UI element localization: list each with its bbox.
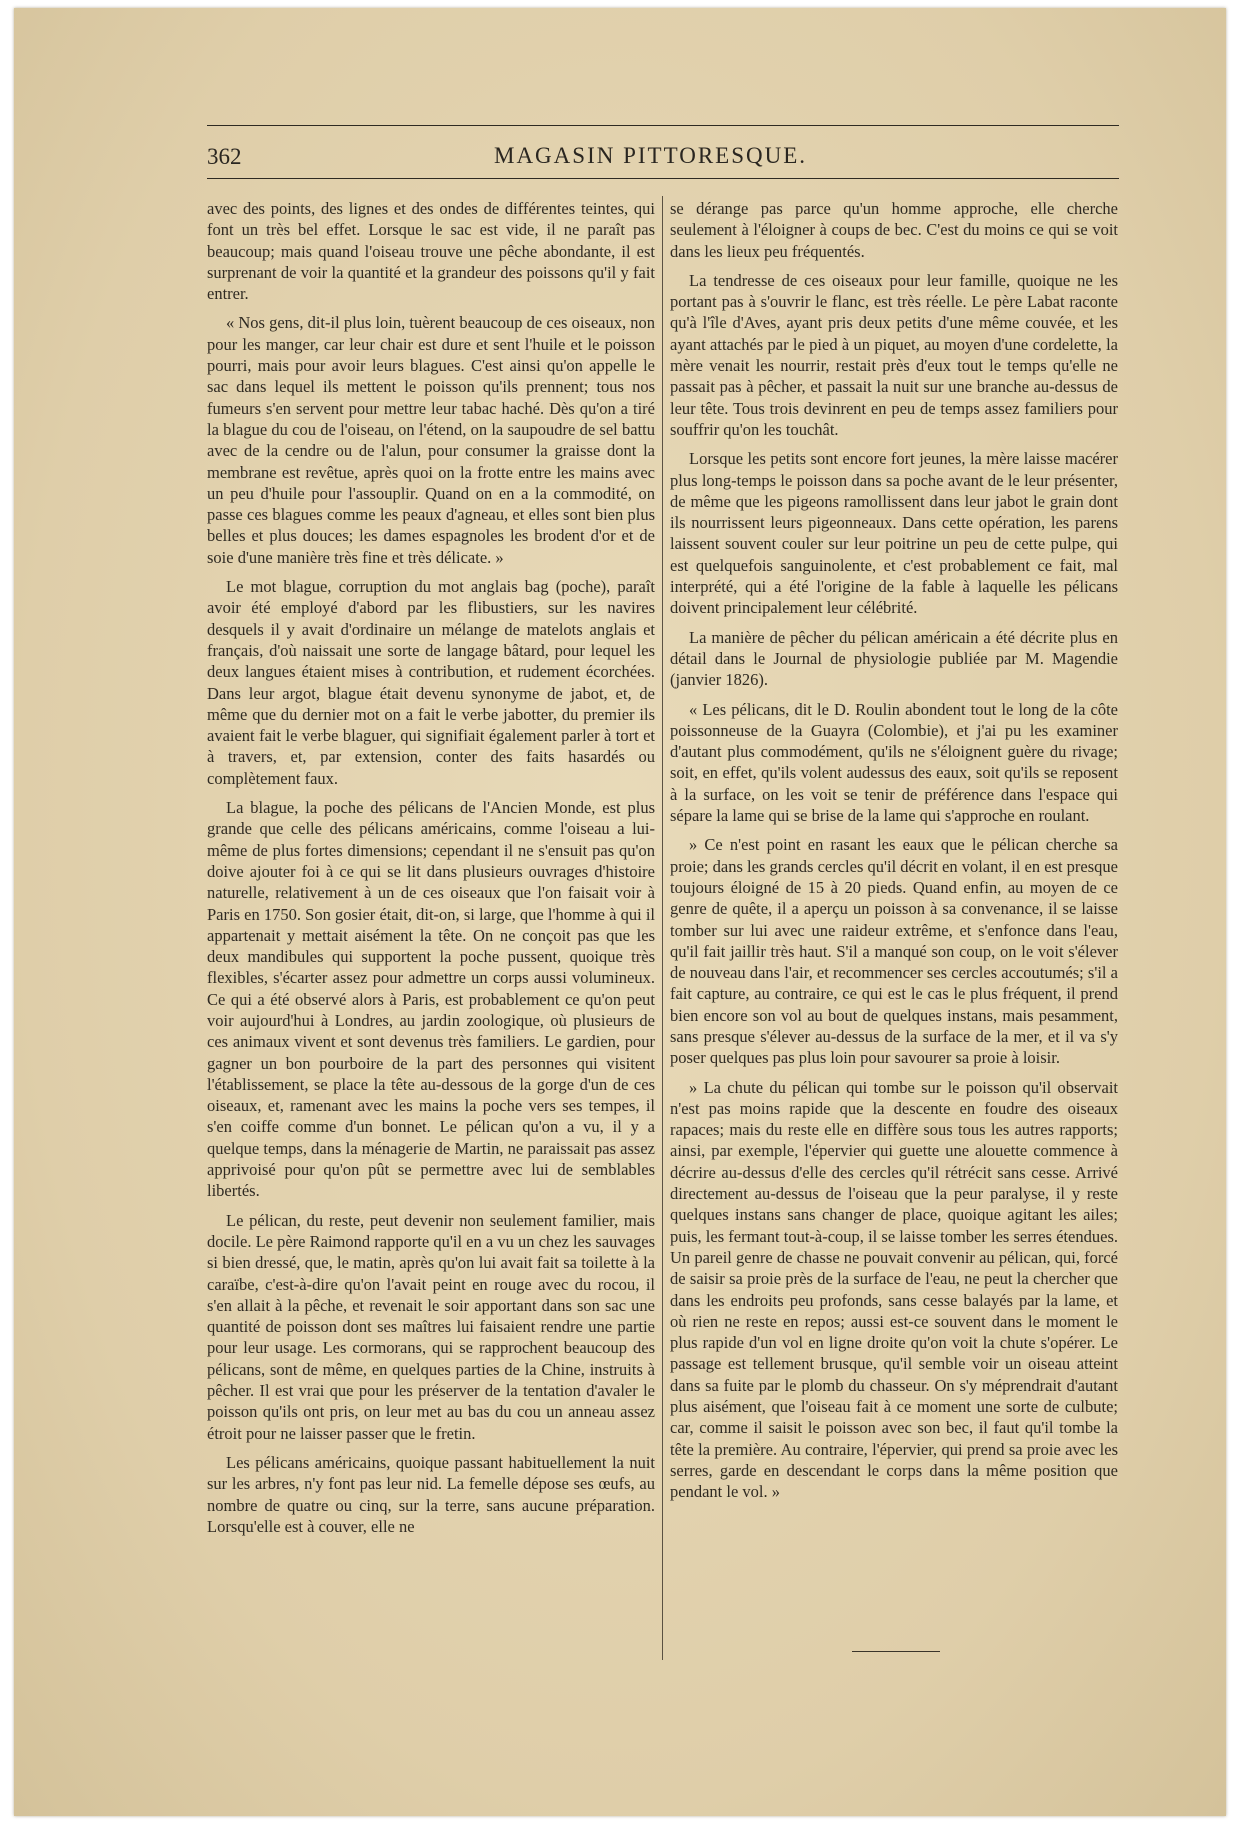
paragraph: » La chute du pélican qui tombe sur le poisson qu'il observait n'est pas moins rapide que la descente en foudre des oiseaux rapaces; mais du reste elle en diffère sous tous les autres rapports; ainsi, par exemple, l'épervier qui guette une alouette commence à décrire au-dessus d'elle des cercles qu'il rétrécit sans cesse. Arrivé directement au-dessus de l'oiseau que la peur paralyse, il y reste quelques instans sans changer de place, quoique agitant les ailes; puis, les fermant tout-à-coup, il se laisse tomber les serres étendues. Un pareil genre de chasse ne pouvait convenir au pélican, qui, forcé de saisir sa proie près de la surface de l'eau, ne peut la chercher que dans les endroits peu profonds, sans cesse balayés par la lame, et où rien ne reste en repos; aussi est-ce souvent dans le moment le plus rapide d'un vol en ligne droite qu'on voit la chute s'opérer. Le passage est tellement brusque, qu'il semble voir un oiseau atteint dans sa fuite par le plomb du chasseur. On s'y méprendrait d'autant plus aisément, que l'oiseau fait à ce moment une sorte de culbute; car, comme il saisit le poisson avec son bec, il faut qu'il tombe la tête la première. Au contraire, l'épervier, qui prend sa proie avec les serres, garde en descendant le corps dans la même position que pendant le vol. »: [670, 1077, 1118, 1502]
paragraph: avec des points, des lignes et des ondes de différentes teintes, qui font un très bel effet. Lorsque le sac est vide, il ne paraît pas beaucoup; mais quand l'oiseau trouve une pêche abondante, il est surprenant de voir la quantité et la grandeur des poissons qu'il y fait entrer.: [207, 199, 655, 304]
paragraph: « Nos gens, dit-il plus loin, tuèrent beaucoup de ces oiseaux, non pour les manger, car leur chair est dure et sent l'huile et le poisson pourri, mais pour avoir leurs blagues. C'est ainsi qu'on appelle le sac dans lequel ils mettent le poisson qu'ils prennent; tous nos fumeurs s'en servent pour mettre leur tabac haché. Dès qu'on a tiré la blague du cou de l'oiseau, on l'étend, on la saupoudre de sel battu avec de la cendre ou de l'alun, pour consumer la graisse dont la membrane est revêtue, après quoi on la frotte entre les mains avec un peu d'huile pour l'assouplir. Quand on en a la commodité, on passe ces blagues comme les peaux d'agneau, et elles sont bien plus belles et plus douces; les dames espagnoles les brodent d'or et de soie d'une manière très fine et très délicate. »: [207, 313, 655, 567]
paragraph: Lorsque les petits sont encore fort jeunes, la mère laisse macérer plus long-temps le poisson dans sa poche avant de le leur présenter, de même que les pigeons ramollissent dans leur jabot le grain dont ils nourrissent leurs pigeonneaux. Dans cette opération, les parens laissent souvent couler sur leur poitrine un peu de cette pulpe, qui est quelquefois sanguinolente, et c'est probablement ce fait, mal interprété, qui a été l'origine de la fable à laquelle les pélicans doivent principalement leur célébrité.: [670, 449, 1118, 618]
left-column: [207, 198, 655, 1545]
paragraph: La tendresse de ces oiseaux pour leur famille, quoique ne les portant pas à s'ouvrir le flanc, est très réelle. Le père Labat raconte qu'à l'île d'Aves, ayant pris deux petits d'une même couvée, et les ayant attachés par le pied à un piquet, au moyen d'une cordelette, la mère venait les nourrir, restait près d'eux tout le temps qu'elle ne passait pas à pêcher, et passait la nuit sur une branche au-dessus de leur tête. Tous trois devinrent en peu de temps assez familiers pour souffrir qu'on les touchât.: [670, 270, 1118, 439]
paragraph: La blague, la poche des pélicans de l'Ancien Monde, est plus grande que celle des pélicans américains, comme l'oiseau a lui-même de plus fortes dimensions; cependant il ne s'ensuit pas qu'on doive ajouter foi à ce qui se lit dans plusieurs ouvrages d'histoire naturelle, relativement à un de ces oiseaux que l'on faisait voir à Paris en 1750. Son gosier était, dit-on, si large, que l'homme à qui il appartenait y mettait aisément la tête. On ne conçoit pas que les deux mandibules qui supportent la poche pussent, quoique très flexibles, s'écarter assez pour admettre un corps aussi volumineux. Ce qui a été observé alors à Paris, est probablement ce qu'on peut voir aujourd'hui à Londres, au jardin zoologique, où plusieurs de ces animaux vivent et sont devenus très familiers. Le gardien, pour gagner un bon pourboire de la part des personnes qui visitent l'établissement, se place la tête au-dessous de la gorge d'un de ces oiseaux, et, ramenant avec les mains la poche vers ses tempes, il s'en coiffe comme d'un bonnet. Le pélican qu'on a vu, il y a quelque temps, dans la ménagerie de Martin, ne paraissait pas assez apprivoisé pour qu'on pût se permettre avec lui de semblables libertés.: [207, 798, 655, 1201]
paragraph: Le pélican, du reste, peut devenir non seulement familier, mais docile. Le père Raimond rapporte qu'il en a vu un chez les sauvages si bien dressé, que, le matin, après qu'on lui avait fait sa toilette à la caraïbe, c'est-à-dire qu'on l'avait peint en rouge avec du rocou, il s'en allait à la pêche, et revenait le soir apportant dans son sac une quantité de poisson dont ses maîtres lui faisaient rendre une partie pour leur usage. Les cormorans, qui se rapprochent beaucoup des pélicans, sont de même, en quelques parties de la Chine, instruits à pêcher. Il est vrai que pour les préserver de la tentation d'avaler le poisson qu'ils ont pris, on leur met au bas du cou un anneau assez étroit pour ne laisser passer que le fretin.: [207, 1210, 655, 1443]
paragraph: « Les pélicans, dit le D. Roulin abondent tout le long de la côte poissonneuse de la Guayra (Colombie), et j'ai pu les examiner d'autant plus commodément, qu'ils ne s'éloignent guère du rivage; soit, en effet, qu'ils volent audessus des eaux, soit qu'ils se reposent à la surface, on les voit se tenir de préférence dans l'espace qui sépare la lame qui se brise de la lame qui s'approche en roulant.: [670, 699, 1118, 826]
page-title: MAGASIN PITTORESQUE.: [494, 143, 808, 168]
paper-sheet: [14, 8, 1226, 1816]
paragraph: Le mot blague, corruption du mot anglais bag (poche), paraît avoir été employé d'abord par les flibustiers, sur les navires desquels il y avait d'ordinaire un mélange de matelots anglais et français, d'où naissait une sorte de langage bâtard, pour lequel les deux langues étaient mises à contribution, et rudement écorchées. Dans leur argot, blague était devenu synonyme de jabot, et, de même que du dernier mot on a fait le verbe jabotter, du premier ils avaient fait le verbe blaguer, qui signifiait également parler à tort et à travers, et, par extension, conter des faits hasardés ou complètement faux.: [207, 577, 655, 788]
page-number: 362: [207, 144, 242, 169]
article-end-rule: [852, 1651, 940, 1652]
column-divider: [662, 196, 663, 1660]
header-top-rule: [207, 125, 1119, 126]
paragraph: se dérange pas parce qu'un homme approche, elle cherche seulement à l'éloigner à coups de bec. C'est du moins ce qui se voit dans les lieux peu fréquentés.: [670, 199, 1118, 261]
paragraph: Les pélicans américains, quoique passant habituellement la nuit sur les arbres, n'y font pas leur nid. La femelle dépose ses œufs, au nombre de quatre ou cinq, sur la terre, sans aucune préparation. Lorsqu'elle est à couver, elle ne: [207, 1452, 655, 1536]
paragraph: La manière de pêcher du pélican américain a été décrite plus en détail dans le Journal de physiologie publiée par M. Magendie (janvier 1826).: [670, 627, 1118, 690]
header-bottom-rule: [207, 178, 1119, 179]
right-column: [670, 198, 1118, 1511]
paragraph: » Ce n'est point en rasant les eaux que le pélican cherche sa proie; dans les grands cercles qu'il décrit en volant, il en est presque toujours éloigné de 15 à 20 pieds. Quand enfin, au moyen de ce genre de quête, il a aperçu un poisson à sa convenance, il se laisse tomber sur lui avec une raideur extrême, et s'enfonce dans l'eau, qu'il fait jaillir très haut. S'il a manqué son coup, on le voit s'élever de nouveau dans l'air, et recommencer ses cercles accoutumés; s'il a fait capture, au contraire, ce qui est le cas le plus fréquent, il prend bien encore son vol au bout de quelques instans, mais pesamment, sans presque s'élever au-dessus de la surface de la mer, et il va s'y poser quelques pas plus loin pour savourer sa proie à loisir.: [670, 835, 1118, 1068]
